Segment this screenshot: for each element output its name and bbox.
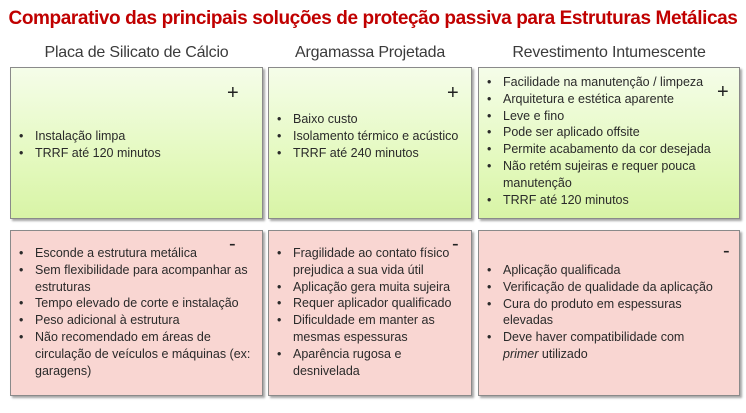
list-item: • Peso adicional à estrutura (17, 312, 261, 329)
list-item: • Arquitetura e estética aparente (485, 91, 723, 108)
cons-box-silicato (10, 230, 263, 396)
list-item-text-rest: utilizado (538, 346, 588, 361)
list-item: • Isolamento térmico e acústico (275, 128, 465, 145)
column-header-intumescente: Revestimento Intumescente (512, 44, 706, 61)
list-item: • TRRF até 120 minutos (485, 192, 723, 209)
cons-list-argamassa (275, 245, 471, 379)
list-item: • Cura do produto em espessuras elevadas (485, 296, 735, 330)
plus-icon: + (717, 81, 729, 103)
italic-term: primer (503, 346, 539, 361)
pros-box-intumescente (478, 67, 740, 219)
list-item: • Baixo custo (275, 111, 465, 128)
list-item: • Dificuldade em manter as mesmas espessuras (275, 312, 471, 346)
list-item: • Permite acabamento da cor desejada (485, 141, 723, 158)
list-item: • Facilidade na manutenção / limpeza (485, 74, 723, 91)
cons-box-argamassa (268, 230, 472, 396)
page-title: Comparativo das principais soluções de proteção passiva para Estruturas Metálicas (8, 8, 738, 29)
list-item: • Não retém sujeiras e requer pouca manutenção (485, 158, 723, 192)
list-item: • Aplicação qualificada (485, 262, 735, 279)
pros-list-silicato (17, 128, 257, 162)
list-item: • Fragilidade ao contato físico prejudica a sua vida útil (275, 245, 471, 279)
cons-list-intumescente (485, 262, 735, 363)
cons-box-intumescente (478, 230, 740, 396)
pros-list-argamassa (275, 111, 465, 161)
list-item: • Verificação de qualidade da aplicação (485, 279, 735, 296)
list-item: • Aplicação gera muita sujeira (275, 279, 471, 296)
list-item: • TRRF até 120 minutos (17, 145, 257, 162)
list-item: • Não recomendado em áreas de circulação de veículos e máquinas (ex: garagens) (17, 329, 261, 379)
list-item: • Tempo elevado de corte e instalação (17, 295, 261, 312)
pros-box-silicato (10, 67, 263, 219)
list-item: • Instalação limpa (17, 128, 257, 145)
minus-icon: - (229, 233, 236, 255)
list-item-text: Deve haver compatibilidade com (503, 330, 685, 345)
column-header-silicato: Placa de Silicato de Cálcio (44, 44, 229, 61)
list-item (485, 329, 735, 363)
list-item: • Esconde a estrutura metálica (17, 245, 261, 262)
list-item: • Sem flexibilidade para acompanhar as estruturas (17, 262, 261, 296)
pros-list-intumescente (485, 74, 723, 208)
list-item: • TRRF até 240 minutos (275, 145, 465, 162)
cons-list-silicato (17, 245, 261, 379)
plus-icon: + (447, 82, 459, 104)
minus-icon: - (452, 233, 459, 255)
list-item: • Leve e fino (485, 108, 723, 125)
pros-box-argamassa (268, 67, 472, 219)
plus-icon: + (227, 82, 239, 104)
list-item: • Requer aplicador qualificado (275, 295, 471, 312)
list-item: • Pode ser aplicado offsite (485, 124, 723, 141)
list-item: • Aparência rugosa e desnivelada (275, 346, 471, 380)
minus-icon: - (723, 240, 730, 262)
column-header-argamassa: Argamassa Projetada (294, 44, 446, 61)
